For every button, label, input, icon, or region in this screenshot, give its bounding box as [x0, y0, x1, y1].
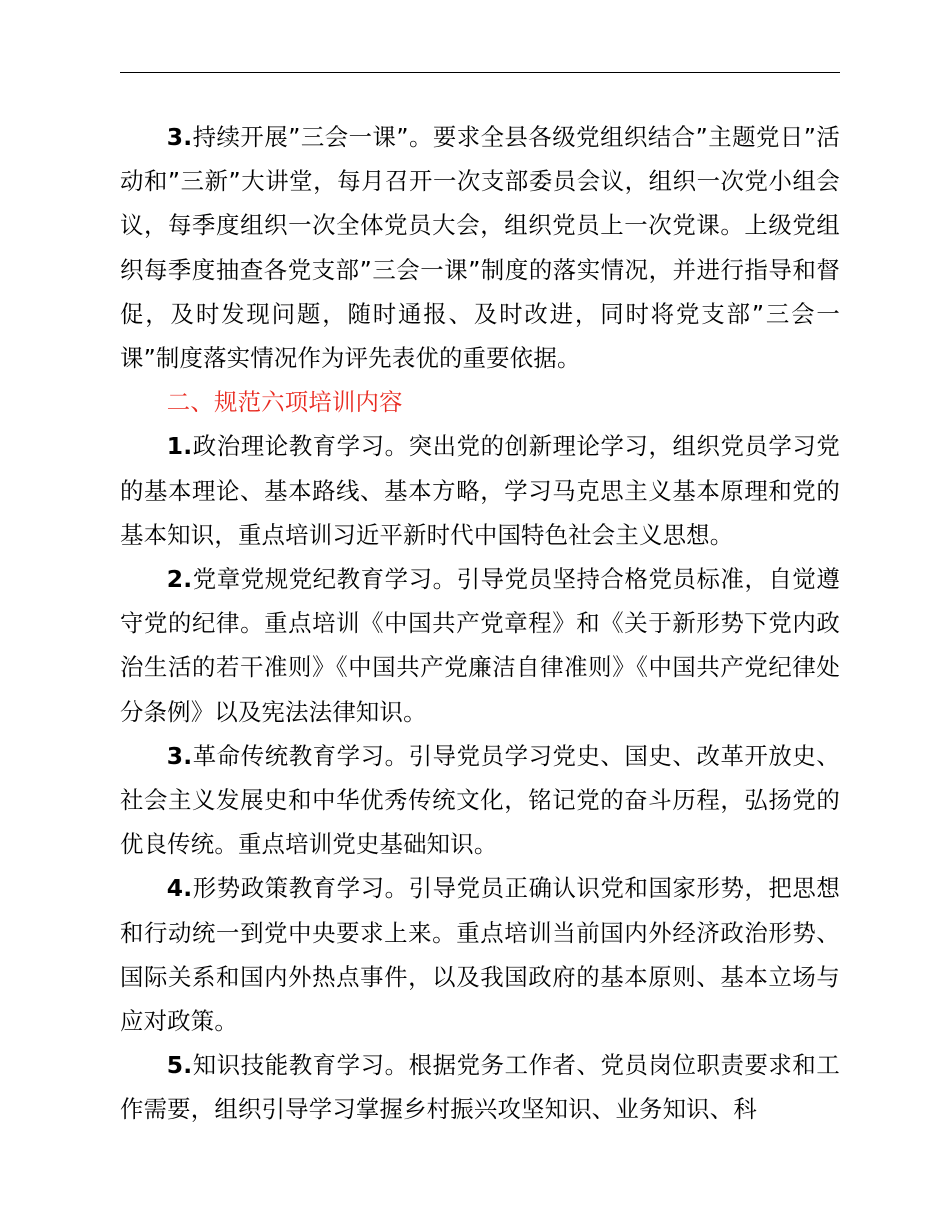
paragraph-item-5-skills — [120, 1043, 840, 1131]
paragraph-item-3-meetings — [120, 115, 840, 380]
item-number: 1. — [166, 432, 193, 461]
paragraph-item-3-revolutionary-tradition — [120, 734, 840, 867]
header-rule — [120, 72, 840, 73]
item-number: 5. — [166, 1051, 193, 1080]
paragraph-text: 持续开展”三会一课”。要求全县各级党组织结合”主题党日”活动和”三新”大讲堂，每月召开一次支部委员会议，组织一次党小组会议，每季度组织一次全体党员大会，组织党员上一次党课。上级党组织每季度抽查各党支部”三会一课”制度的落实情况，并进行指导和督促，及时发现问题，随时通报、及时改进，同时将党支部”三会一课”制度落实情况作为评先表优的重要依据。 — [120, 123, 840, 373]
item-number: 3. — [166, 123, 193, 151]
item-number: 2. — [166, 565, 193, 594]
paragraph-text: 知识技能教育学习。根据党务工作者、党员岗位职责要求和工作需要，组织引导学习掌握乡村振兴攻坚知识、业务知识、科 — [120, 1051, 840, 1124]
paragraph-text: 党章党规党纪教育学习。引导党员坚持合格党员标准，自觉遵守党的纪律。重点培训《中国共产党章程》和《关于新形势下党内政治生活的若干准则》《中国共产党廉洁自律准则》《中国共产党纪律处分条例》以及宪法法律知识。 — [120, 565, 840, 726]
paragraph-item-4-policy — [120, 866, 840, 1043]
paragraph-text: 革命传统教育学习。引导党员学习党史、国史、改革开放史、社会主义发展史和中华优秀传统文化，铭记党的奋斗历程，弘扬党的优良传统。重点培训党史基础知识。 — [120, 741, 840, 859]
paragraph-text: 形势政策教育学习。引导党员正确认识党和国家形势，把思想和行动统一到党中央要求上来。重点培训当前国内外经济政治形势、国际关系和国内外热点事件，以及我国政府的基本原则、基本立场与应对政策。 — [120, 874, 840, 1036]
paragraph-item-1-political-theory — [120, 424, 840, 557]
item-number: 3. — [166, 741, 193, 770]
document-body — [120, 115, 840, 1132]
paragraph-item-2-party-rules — [120, 557, 840, 734]
item-number: 4. — [166, 874, 193, 903]
section-heading: 二、规范六项培训内容 — [166, 388, 403, 417]
paragraph-text: 政治理论教育学习。突出党的创新理论学习，组织党员学习党的基本理论、基本路线、基本方略，学习马克思主义基本原理和党的基本知识，重点培训习近平新时代中国特色社会主义思想。 — [120, 432, 840, 549]
